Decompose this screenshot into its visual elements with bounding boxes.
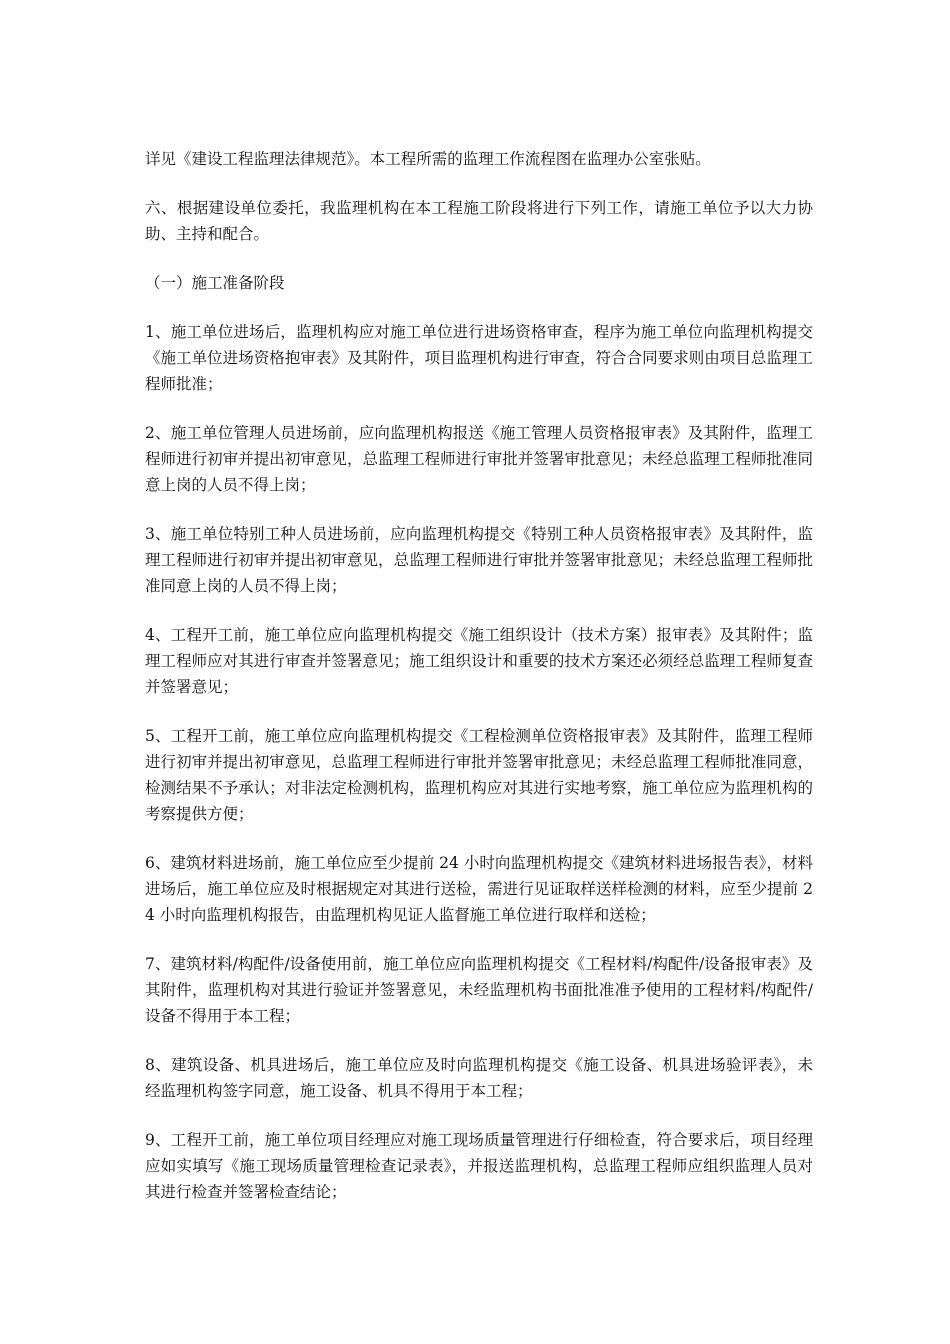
paragraph-item-3: 3、施工单位特别工种人员进场前，应向监理机构提交《特别工种人员资格报审表》及其附件，监理工程师进行初审并提出初审意见，总监理工程师进行审批并签署审批意见；未经总监理工程师批准同意上岗的人员不得上岗； xyxy=(145,525,813,595)
paragraph-item-1: 1、施工单位进场后，监理机构应对施工单位进行进场资格审查，程序为施工单位向监理机构提交《施工单位进场资格抱审表》及其附件，项目监理机构进行审查，符合合同要求则由项目总监理工程师批准； xyxy=(145,323,813,393)
paragraph-item-2: 2、施工单位管理人员进场前，应向监理机构报送《施工管理人员资格报审表》及其附件，监理工程师进行初审并提出初审意见，总监理工程师进行审批并签署审批意见；未经总监理工程师批准同意上岗的人员不得上岗； xyxy=(145,424,813,494)
paragraph-item-4: 4、工程开工前，施工单位应向监理机构提交《施工组织设计（技术方案）报审表》及其附件；监理工程师应对其进行审查并签署意见；施工组织设计和重要的技术方案还必须经总监理工程师复查并签署意见； xyxy=(145,626,813,696)
paragraph-item-7: 7、建筑材料/构配件/设备使用前，施工单位应向监理机构提交《工程材料/构配件/设备报审表》及其附件，监理机构对其进行验证并签署意见，未经监理机构书面批准准予使用的工程材料/构配件/设备不得用于本工程； xyxy=(145,955,813,1025)
paragraph-section-six: 六、根据建设单位委托，我监理机构在本工程施工阶段将进行下列工作，请施工单位予以大力协助、主持和配合。 xyxy=(145,199,813,243)
section-heading-preparation-stage: （一）施工准备阶段 xyxy=(145,274,285,292)
document-body xyxy=(145,146,813,1228)
paragraph-intro: 详见《建设工程监理法律规范》。本工程所需的监理工作流程图在监理办公室张贴。 xyxy=(145,150,711,168)
paragraph-item-9: 9、工程开工前，施工单位项目经理应对施工现场质量管理进行仔细检查，符合要求后，项目经理应如实填写《施工现场质量管理检查记录表》，并报送监理机构，总监理工程师应组织监理人员对其进行检查并签署检查结论； xyxy=(145,1131,813,1201)
paragraph-item-6: 6、建筑材料进场前，施工单位应至少提前 24 小时向监理机构提交《建筑材料进场报告表》，材料进场后，施工单位应及时根据规定对其进行送检，需进行见证取样送样检测的材料，应至少提前 24 小时向监理机构报告，由监理机构见证人监督施工单位进行取样和送检； xyxy=(145,854,813,924)
paragraph-item-8: 8、建筑设备、机具进场后，施工单位应及时向监理机构提交《施工设备、机具进场验评表》，未经监理机构签字同意，施工设备、机具不得用于本工程； xyxy=(145,1056,813,1100)
paragraph-item-5: 5、工程开工前，施工单位应向监理机构提交《工程检测单位资格报审表》及其附件，监理工程师进行初审并提出初审意见，总监理工程师进行审批并签署审批意见；未经总监理工程师批准同意，检测结果不予承认；对非法定检测机构，监理机构应对其进行实地考察，施工单位应为监理机构的考察提供方便； xyxy=(145,727,813,823)
